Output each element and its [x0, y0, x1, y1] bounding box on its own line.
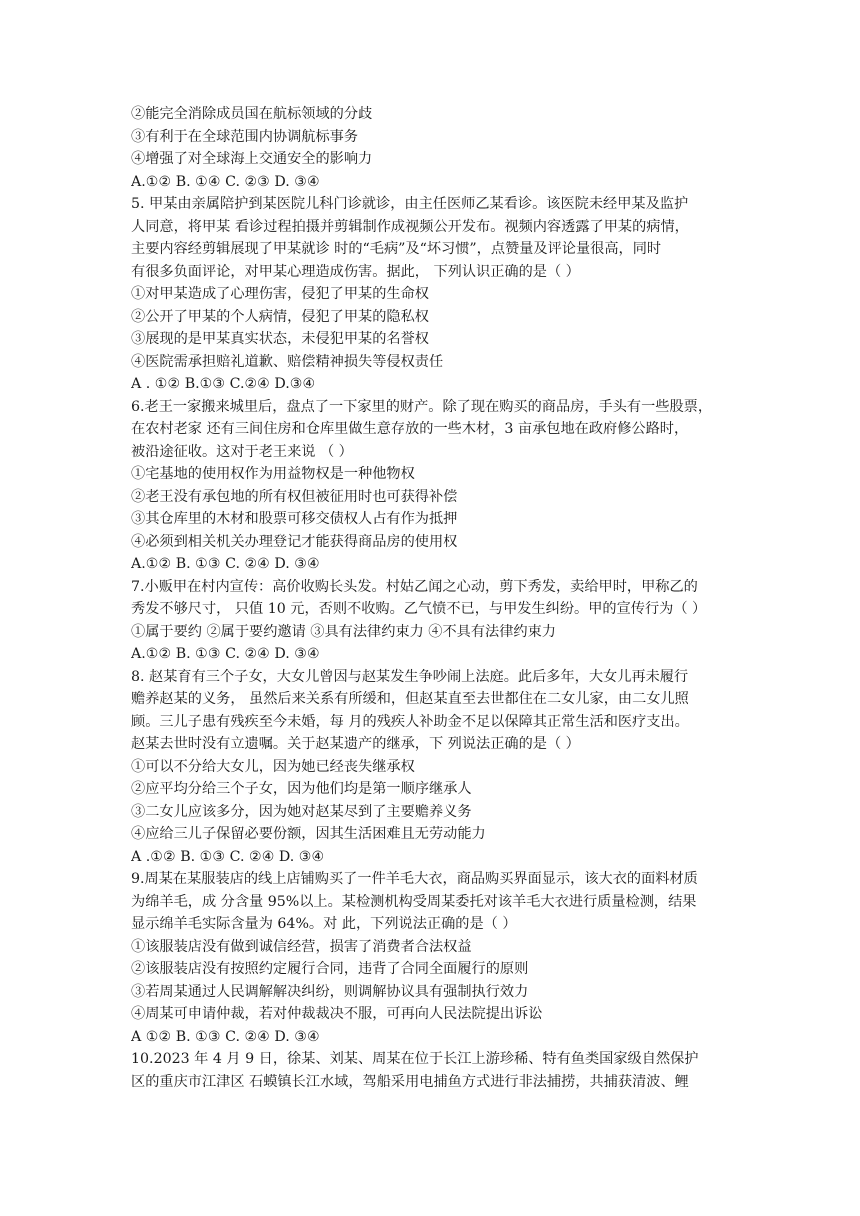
- text-line: ②老王没有承包地的所有权但被征用时也可获得补偿: [131, 488, 458, 505]
- text-line: ③其仓库里的木材和股票可移交债权人占有作为抵押: [131, 511, 458, 527]
- document-body: [131, 103, 743, 1093]
- text-line: A .①② B. ①③ C. ②④ D. ③④: [131, 848, 325, 865]
- text-line: ③二女儿应该多分，因为她对赵某尽到了主要赡养义务: [131, 803, 472, 820]
- text-line: A.①② B. ①③ C. ②④ D. ③④: [131, 646, 320, 662]
- text-line: ④必须到相关机关办理登记才能获得商品房的使用权: [131, 533, 458, 550]
- text-line: ②该服装店没有按照约定履行合同，违背了合同全面履行的原则: [131, 961, 529, 977]
- text-line: ③若周某通过人民调解解决纠纷，则调解协议具有强制执行效力: [131, 983, 529, 1000]
- text-line: 5. 甲某由亲属陪护到某医院儿科门诊就诊，由主任医师乙某看诊。该医院未经甲某及监护: [131, 196, 689, 212]
- text-line: 人同意，将甲某 看诊过程拍摄并剪辑制作成视频公开发布。视频内容透露了甲某的病情，: [131, 218, 689, 235]
- text-line: A.①② B. ①④ C. ②③ D. ③④: [131, 173, 320, 190]
- text-line: 主要内容经剪辑展现了甲某就诊 时的“毛病”及“坏习惯”，点赞量及评论量很高，同时: [131, 241, 662, 257]
- text-line: A.①② B. ①③ C. ②④ D. ③④: [131, 556, 320, 572]
- text-line: ①属于要约 ②属于要约邀请 ③具有法律约束力 ④不具有法律约束力: [131, 623, 556, 640]
- text-line: 8. 赵某育有三个子女，大女儿曾因与赵某发生争吵闹上法庭。此后多年，大女儿再未履行: [131, 668, 689, 685]
- text-line: 显示绵羊毛实际含量为 64%。对 此，下列说法正确的是（ ）: [131, 916, 517, 932]
- text-line: ③展现的是甲某真实状态，未侵犯甲某的名誉权: [131, 331, 429, 347]
- text-line: ②能完全消除成员国在航标领域的分歧: [131, 106, 373, 122]
- text-line: ④增强了对全球海上交通安全的影响力: [131, 151, 373, 167]
- text-line: ④应给三儿子保留必要份额，因其生活困难且无劳动能力: [131, 826, 486, 842]
- text-line: 赵某去世时没有立遗嘱。关于赵某遗产的继承，下 列说法正确的是（ ）: [131, 736, 580, 752]
- text-line: ①该服装店没有做到诚信经营，损害了消费者合法权益: [131, 938, 472, 955]
- text-line: 6.老王一家搬来城里后，盘点了一下家里的财产。除了现在购买的商品房，手头有一些股票，: [131, 398, 713, 415]
- text-line: ③有利于在全球范围内协调航标事务: [131, 128, 359, 145]
- text-line: ②公开了甲某的个人病情，侵犯了甲某的隐私权: [131, 308, 429, 325]
- text-line: ②应平均分给三个子女，因为他们均是第一顺序继承人: [131, 781, 472, 797]
- text-line: 7.小贩甲在村内宣传：高价收购长头发。村姑乙闻之心动，剪下秀发，卖给甲时，甲称乙的: [131, 578, 698, 595]
- text-line: 秀发不够尺寸， 只值 10 元，否则不收购。乙气愤不已，与甲发生纠纷。甲的宣传行为（ ）: [131, 601, 707, 617]
- text-line: 为绵羊毛，成 分含量 95%以上。某检测机构受周某委托对该羊毛大衣进行质量检测，结果: [131, 893, 697, 910]
- text-line: 被沿途征收。这对于老王来说 （ ）: [131, 443, 353, 460]
- text-line: 区的重庆市江津区 石蟆镇长江水域，驾船采用电捕鱼方式进行非法捕捞，共捕获清波、鲤: [131, 1073, 689, 1090]
- text-line: ④周某可申请仲裁，若对仲裁裁决不服，可再向人民法院提出诉讼: [131, 1006, 543, 1022]
- text-line: 有很多负面评论，对甲某心理造成伤害。据此， 下列认识正确的是（ ）: [131, 263, 580, 280]
- text-line: ①对甲某造成了心理伤害，侵犯了甲某的生命权: [131, 286, 429, 302]
- text-line: A ①② B. ①③ C. ②④ D. ③④: [131, 1028, 320, 1045]
- text-line: 赡养赵某的义务， 虽然后来关系有所缓和，但赵某直至去世都住在二女儿家，由二女儿照: [131, 691, 689, 707]
- text-line: 顾。三儿子患有残疾至今未婚，每 月的残疾人补助金不足以保障其正常生活和医疗支出。: [131, 713, 689, 730]
- text-line: ①宅基地的使用权作为用益物权是一种他物权: [131, 466, 415, 482]
- text-line: ④医院需承担赔礼道歉、赔偿精神损失等侵权责任: [131, 353, 444, 370]
- text-line: 在农村老家 还有三间住房和仓库里做生意存放的一些木材，3 亩承包地在政府修公路时，: [131, 421, 689, 437]
- text-line: A . ①② B.①③ C.②④ D.③④: [131, 376, 316, 392]
- text-line: 9.周某在某服装店的线上店铺购买了一件羊毛大衣，商品购买界面显示，该大衣的面料材质: [131, 871, 698, 887]
- text-line: ①可以不分给大女儿，因为她已经丧失继承权: [131, 758, 415, 775]
- text-line: 10.2023 年 4 月 9 日，徐某、刘某、周某在位于长江上游珍稀、特有鱼类国家级自然保护: [131, 1051, 699, 1067]
